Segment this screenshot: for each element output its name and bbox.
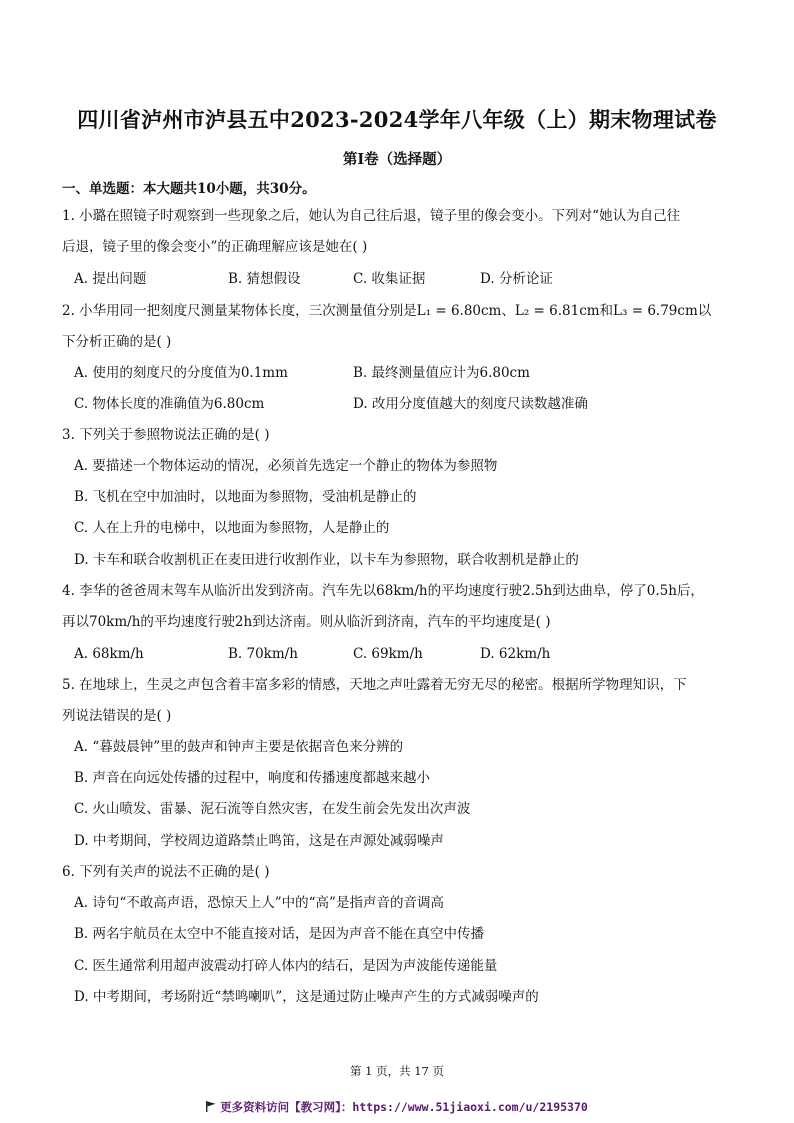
q1-option-a: A. 提出问题 [74,271,147,287]
q3-option-c: C. 人在上升的电梯中，以地面为参照物，人是静止的 [74,520,390,536]
q1-option-d: D. 分析论证 [480,271,553,287]
q4-option-d: D. 62km/h [480,646,551,662]
q6-option-c: C. 医生通常利用超声波震动打碎人体内的结石，是因为声波能传递能量 [74,958,498,974]
q2-stem-line1: 2. 小华用同一把刻度尺测量某物体长度，三次测量值分别是L₁ = 6.80cm、L₂ = 6.81cm和L₃ = 6.79cm以 [62,303,712,319]
q4-option-b: B. 70km/h [228,646,298,662]
q4-stem-line1: 4. 李华的爸爸周末驾车从临沂出发到济南。汽车先以68km/h的平均速度行驶2.5h到达曲阜，停了0.5h后， [62,583,704,599]
q2-option-c: C. 物体长度的准确值为6.80cm [74,396,265,412]
q6-option-d: D. 中考期间，考场附近“禁鸣喇叭”，这是通过防止噪声产生的方式减弱噪声的 [74,989,539,1005]
q1-option-b: B. 猜想假设 [228,271,301,287]
q6-option-b: B. 两名宇航员在太空中不能直接对话，是因为声音不能在真空中传播 [74,926,485,942]
page-title: 四川省泸州市泸县五中2023-2024学年八年级（上）期末物理试卷 [77,107,717,132]
q2-option-d: D. 改用分度值越大的刻度尺读数越准确 [353,396,588,412]
q1-option-c: C. 收集证据 [353,271,426,287]
q2-option-a: A. 使用的刻度尺的分度值为0.1mm [74,365,288,381]
q4-option-c: C. 69km/h [353,646,423,662]
promo-link[interactable] [0,1099,794,1115]
q5-option-c: C. 火山喷发、雷暴、泥石流等自然灾害，在发生前会先发出次声波 [74,801,471,817]
q1-stem-line2: 后退，镜子里的像会变小”的正确理解应该是她在( ) [62,239,368,255]
promo-text[interactable]: 更多资料访问【教习网】：https://www.51jiaoxi.com/u/2195370 [220,1100,588,1114]
q2-stem-line2: 下分析正确的是( ) [62,334,172,350]
q3-option-a: A. 要描述一个物体运动的情况，必须首先选定一个静止的物体为参照物 [74,458,498,474]
q5-option-b: B. 声音在向远处传播的过程中，响度和传播速度都越来越小 [74,770,431,786]
q5-option-d: D. 中考期间，学校周边道路禁止鸣笛，这是在声源处减弱噪声 [74,833,444,849]
q3-option-d: D. 卡车和联合收割机正在麦田进行收割作业，以卡车为参照物，联合收割机是静止的 [74,552,579,568]
q3-option-b: B. 飞机在空中加油时，以地面为参照物，受油机是静止的 [74,489,417,505]
q4-option-a: A. 68km/h [74,646,144,662]
q2-option-b: B. 最终测量值应计为6.80cm [353,365,530,381]
q6-option-a: A. 诗句“不敢高声语，恐惊天上人”中的“高”是指声音的音调高 [74,895,444,911]
flag-icon [206,1101,216,1112]
q3-stem-line1: 3. 下列关于参照物说法正确的是( ) [62,427,270,443]
q1-stem-line1: 1. 小璐在照镜子时观察到一些现象之后，她认为自己往后退，镜子里的像会变小。下列对“她认为自己往 [62,208,681,224]
q6-stem-line1: 6. 下列有关声的说法不正确的是( ) [62,864,270,880]
section-heading: 一、单选题：本大题共10小题，共30分。 [62,181,316,197]
page-number: 第 1 页，共 17 页 [349,1064,445,1078]
q5-option-a: A. “暮鼓晨钟”里的鼓声和钟声主要是依据音色来分辨的 [74,739,404,755]
q5-stem-line2: 列说法错误的是( ) [62,708,172,724]
volume-subtitle: 第Ⅰ卷（选择题） [342,151,452,168]
q4-stem-line2: 再以70km/h的平均速度行驶2h到达济南。则从临沂到济南，汽车的平均速度是( ) [62,614,551,630]
q5-stem-line1: 5. 在地球上，生灵之声包含着丰富多彩的情感，天地之声吐露着无穷无尽的秘密。根据所学物理知识，下 [62,677,687,693]
